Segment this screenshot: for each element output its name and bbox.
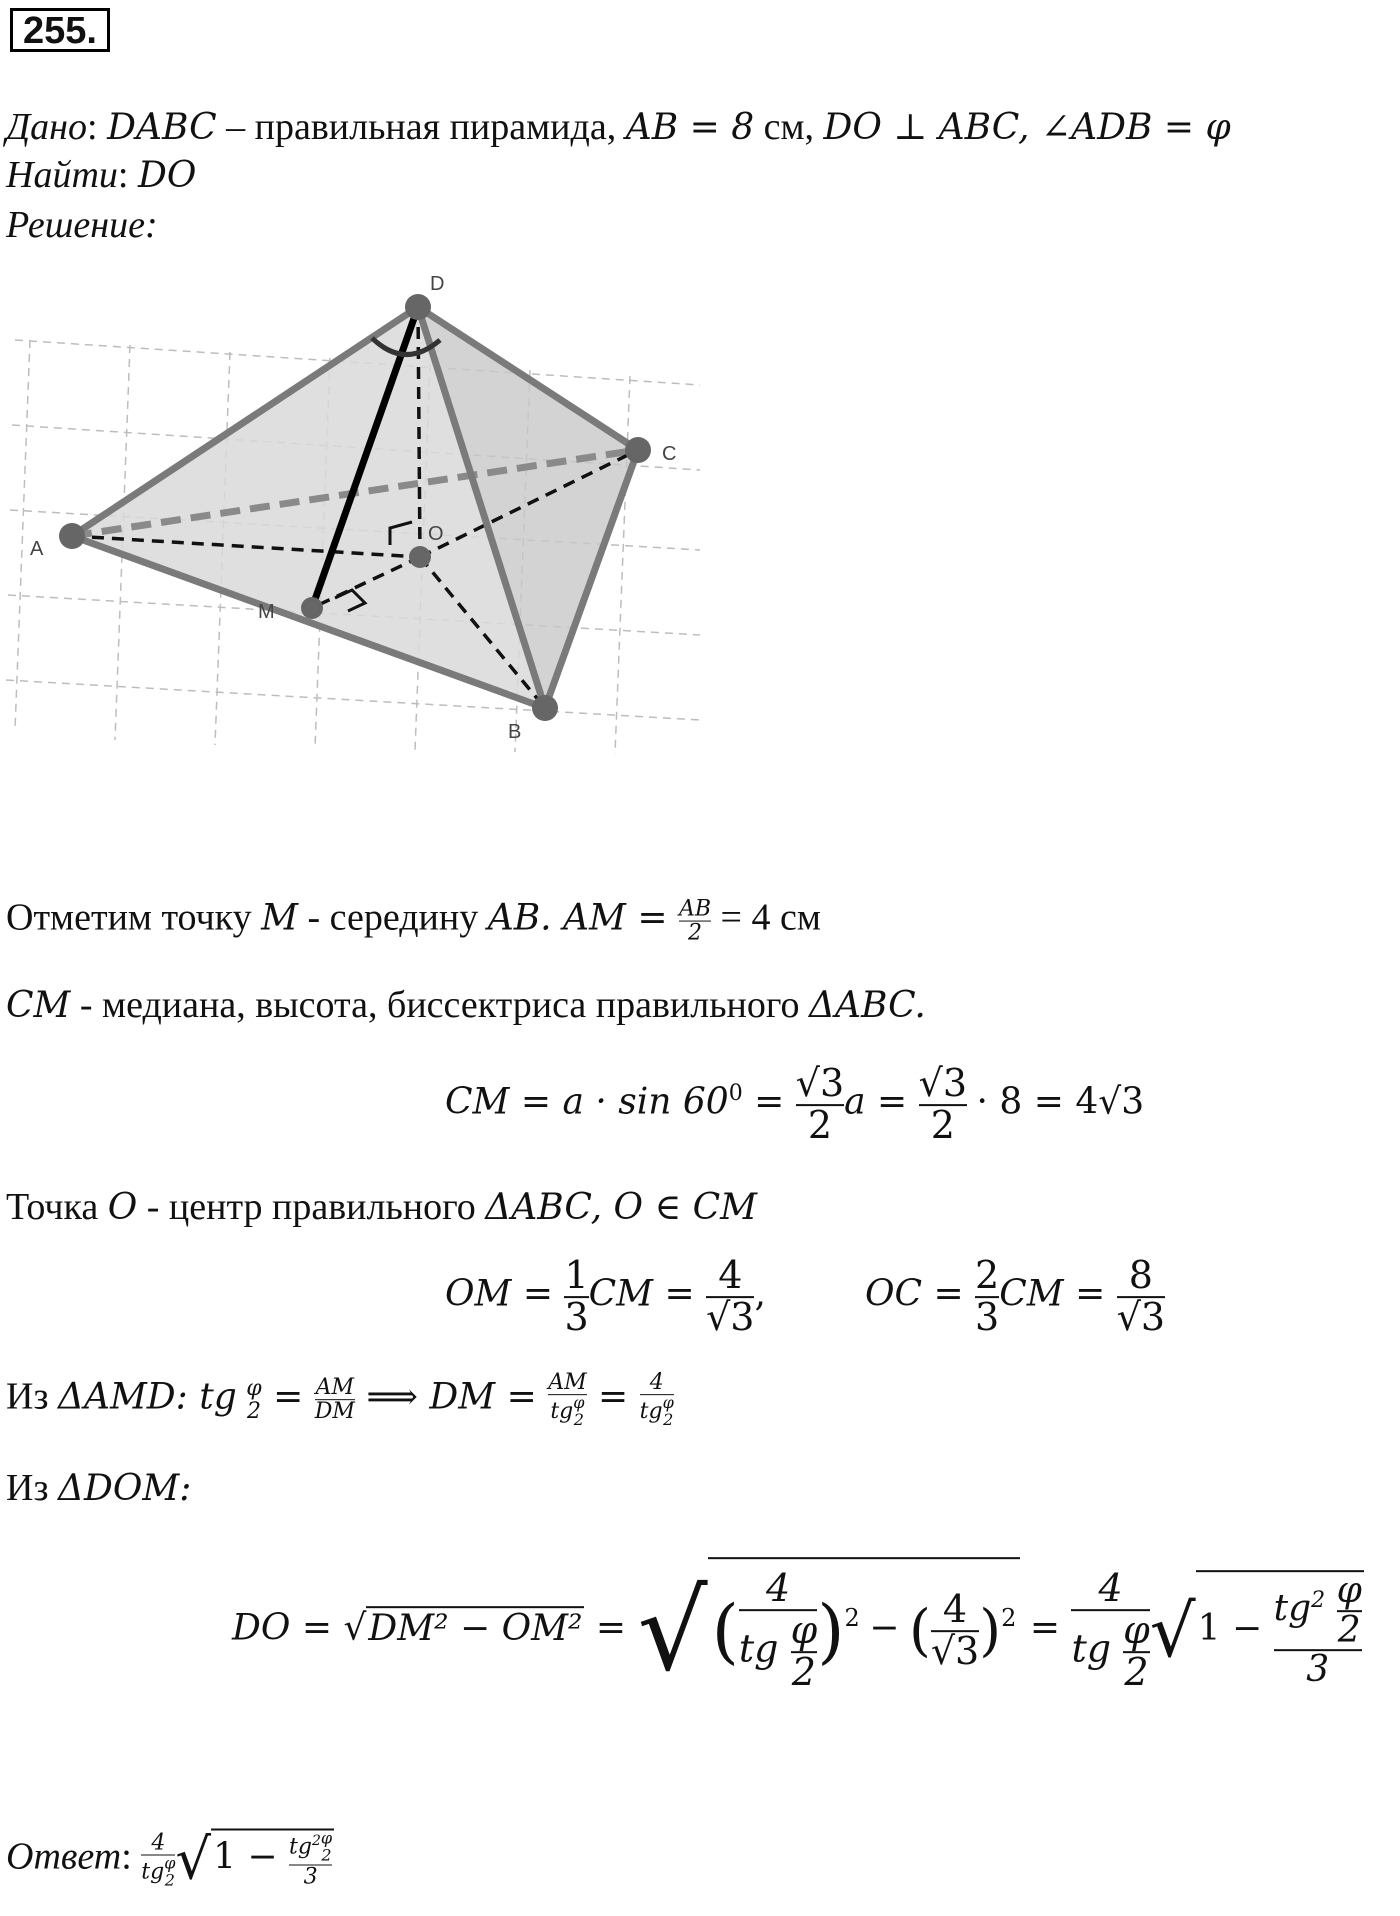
eq-do-sq2: 2 bbox=[1001, 1604, 1017, 1633]
eq-do-tg4: tg bbox=[1273, 1587, 1312, 1629]
step4-arrow: ⟹ DM = bbox=[354, 1376, 549, 1418]
eq-cm-sup: 0 bbox=[728, 1081, 743, 1107]
answer-inner-frac bbox=[289, 1828, 333, 1890]
step4-two: 2 bbox=[246, 1399, 261, 1424]
eq-do-sq4: 2 bbox=[1311, 1587, 1326, 1613]
step4-two2: 2 bbox=[573, 1410, 584, 1430]
label-c: C bbox=[662, 443, 677, 465]
eq-cm-frac1 bbox=[795, 1061, 845, 1147]
step4-four: 4 bbox=[649, 1370, 664, 1396]
step2-cm: CM bbox=[6, 985, 71, 1026]
step4-tri: ΔAMD: tg bbox=[57, 1376, 237, 1418]
step4-frac-four-tg bbox=[640, 1371, 674, 1429]
step1-text2: - середину bbox=[297, 896, 488, 939]
equation-om-oc bbox=[445, 1253, 1166, 1339]
answer-tg: tg bbox=[141, 1859, 165, 1885]
step4-eq: = bbox=[261, 1376, 315, 1418]
eq-do-four: 4 bbox=[765, 1566, 791, 1611]
eq-oc-d3: 3 bbox=[975, 1295, 1000, 1339]
eq-do-tg: tg bbox=[738, 1626, 779, 1671]
eq-do-one: 1 − bbox=[1197, 1607, 1263, 1649]
step1-fraction bbox=[679, 897, 711, 944]
given-line: Дано: DABC – правильная пирамида, AB = 8 см, DO ⊥ ABC, ∠ADB = φ bbox=[6, 106, 1231, 148]
eq-do-minus: − bbox=[869, 1607, 900, 1649]
step4-phi: φ bbox=[246, 1375, 262, 1401]
label-o: O bbox=[428, 523, 444, 545]
step4-tg-frac bbox=[573, 1395, 584, 1429]
eq-oc-cm2: CM = bbox=[999, 1273, 1117, 1315]
step4-tg2: tg bbox=[639, 1399, 663, 1425]
eq-do-sqrt3: √3 bbox=[930, 1629, 980, 1674]
given-text: – правильная пирамида, bbox=[216, 106, 626, 148]
eq-oc-n3: 2 bbox=[975, 1253, 1000, 1298]
eq-do-tg-frac bbox=[790, 1608, 818, 1694]
eq-cm-frac2 bbox=[918, 1061, 968, 1147]
step3-tri: ΔABC, O ∈ CM bbox=[485, 1187, 758, 1228]
given-label: Дано bbox=[6, 106, 88, 148]
eq-om-comma: , bbox=[754, 1273, 766, 1315]
eq-cm-lhs: CM = a · sin 60 bbox=[445, 1081, 729, 1123]
eq-do-big-radical: ( 4 tg $\frac{\varphi}{2}$ )$^2$ − ( $\frac{4}{√3}$ )$^2$ bbox=[708, 1557, 1021, 1703]
eq-om-d1: 3 bbox=[564, 1295, 589, 1339]
step4-text: Из bbox=[6, 1375, 58, 1418]
eq-do-two4: 2 bbox=[1337, 1609, 1361, 1651]
answer-tg2: tg bbox=[289, 1834, 312, 1860]
step5-text: Из bbox=[6, 1467, 58, 1509]
find-value: DO bbox=[137, 155, 197, 196]
step5-line bbox=[6, 1466, 191, 1510]
eq-oc-lhs: OC = bbox=[864, 1273, 976, 1315]
answer-line: Ответ: 4 tg φ 2 √1 − $tg^2$ φ 2 3 bbox=[6, 1827, 333, 1893]
answer-phi2: φ bbox=[320, 1828, 333, 1848]
eq-om-frac2 bbox=[706, 1253, 755, 1339]
eq-do-lhs: DO = bbox=[232, 1607, 344, 1649]
step4-tg2-frac bbox=[663, 1395, 674, 1429]
eq-cm-rest: · 8 = 4√3 bbox=[976, 1081, 1145, 1123]
solution-label-text: Решение bbox=[6, 204, 145, 246]
eq-do-phi3: φ bbox=[1123, 1608, 1150, 1653]
answer-one: 1 − bbox=[213, 1836, 278, 1878]
eq-do-sq: 2 bbox=[844, 1604, 860, 1633]
eq-om-lhs: OM = bbox=[445, 1273, 565, 1315]
answer-two2: 2 bbox=[321, 1845, 332, 1865]
step1-m: M bbox=[261, 897, 298, 939]
answer-frac bbox=[141, 1831, 175, 1889]
step3-line bbox=[6, 1185, 757, 1229]
eq-om-frac1 bbox=[564, 1253, 589, 1339]
label-b: B bbox=[508, 721, 522, 743]
step1-frac-num: AB bbox=[678, 896, 712, 922]
eq-cm-eq: = bbox=[742, 1081, 796, 1123]
solution-label: Решение: bbox=[6, 204, 158, 246]
step3-text2: - центр правильного bbox=[137, 1186, 486, 1228]
eq-do-four2: 4 bbox=[942, 1587, 968, 1632]
step4-line bbox=[6, 1371, 674, 1429]
step1-line bbox=[6, 896, 821, 945]
step4-phi3: φ bbox=[662, 1393, 674, 1413]
step4-phi2: φ bbox=[573, 1393, 585, 1413]
answer-sq: 2 bbox=[311, 1833, 321, 1850]
eq-do-phi4: φ bbox=[1336, 1570, 1362, 1612]
step2-text: - медиана, высота, биссектриса правильного bbox=[70, 984, 810, 1026]
step4-frac-phi bbox=[246, 1377, 261, 1423]
eq-do-frac-four-tg bbox=[738, 1566, 818, 1694]
eq-oc-d4: √3 bbox=[1116, 1295, 1166, 1339]
step3-text: Точка bbox=[6, 1186, 108, 1228]
equation-cm bbox=[445, 1061, 1145, 1147]
step1-am: . AM = bbox=[540, 897, 679, 939]
eq-do-tg4-frac bbox=[1337, 1572, 1362, 1650]
step1-text: Отметим точку bbox=[6, 896, 262, 939]
step1-frac-den: 2 bbox=[679, 920, 711, 944]
step1-result: = 4 см bbox=[711, 896, 821, 939]
given-pyramid: DABC bbox=[107, 107, 217, 148]
answer-phi: φ bbox=[164, 1853, 176, 1873]
answer-label: Ответ bbox=[6, 1835, 122, 1878]
label-d: D bbox=[430, 273, 445, 295]
problem-number: 255. bbox=[10, 8, 110, 52]
eq-cm-a: a = bbox=[844, 1081, 919, 1123]
eq-cm-num1: √3 bbox=[795, 1061, 845, 1106]
answer-four: 4 bbox=[151, 1830, 166, 1856]
eq-do-radical2 bbox=[1196, 1570, 1364, 1689]
step4-am2: AM bbox=[548, 1370, 587, 1396]
eq-do-tg3-frac bbox=[1123, 1608, 1150, 1694]
eq-oc-frac2 bbox=[1116, 1253, 1166, 1339]
equation-do: DO = √DM² − OM² = √( 4 tg $\frac{\varphi}{2}$ )$^2$ − ( $\frac{4}{√3}$ )$^2$ = 4 tg $\frac{\varphi}{2}$ √1 − $tg^2$ $\frac{\varphi}{2}$ 3 bbox=[232, 1557, 1364, 1703]
step2-tri: ΔABC. bbox=[809, 985, 926, 1026]
step4-eq2: = bbox=[586, 1376, 640, 1418]
find-label: Найти bbox=[6, 154, 118, 196]
step1-ab: AB bbox=[487, 897, 541, 939]
answer-radical bbox=[211, 1829, 334, 1889]
find-line: Найти: DO bbox=[6, 154, 197, 196]
eq-oc-n4: 8 bbox=[1128, 1253, 1153, 1298]
step4-am: AM bbox=[315, 1375, 355, 1401]
step4-tg: tg bbox=[550, 1399, 574, 1425]
label-a: A bbox=[30, 538, 44, 560]
step4-dm: DM bbox=[314, 1399, 355, 1425]
step5-tri: ΔDOM: bbox=[57, 1468, 192, 1509]
given-perp: DO ⊥ ABC, ∠ADB = φ bbox=[823, 107, 1231, 148]
step2-line bbox=[6, 983, 926, 1027]
answer-tg-frac bbox=[164, 1855, 175, 1889]
answer-tg2-frac bbox=[320, 1828, 333, 1865]
eq-cm-num2: √3 bbox=[918, 1061, 968, 1106]
eq-do-frac-four-sqrt3 bbox=[930, 1587, 980, 1674]
answer-three: 3 bbox=[289, 1864, 332, 1888]
step4-two3: 2 bbox=[663, 1410, 674, 1430]
eq-do-tg3: tg bbox=[1071, 1626, 1112, 1671]
step3-o: O bbox=[107, 1187, 138, 1228]
label-m: M bbox=[258, 601, 275, 623]
eq-do-three: 3 bbox=[1274, 1650, 1362, 1690]
eq-do-two: 2 bbox=[791, 1649, 816, 1694]
eq-do-eq1: = bbox=[584, 1607, 638, 1649]
eq-om-cm1: CM = bbox=[588, 1273, 707, 1315]
eq-om-d2: √3 bbox=[706, 1295, 755, 1339]
eq-do-two3: 2 bbox=[1124, 1649, 1149, 1694]
eq-om-n2: 4 bbox=[718, 1253, 743, 1298]
pyramid-figure bbox=[0, 260, 720, 760]
eq-do-rad1: DM² − OM² bbox=[368, 1607, 583, 1649]
given-ab: AB = 8 bbox=[625, 107, 755, 148]
eq-do-eq2: = bbox=[1029, 1607, 1072, 1649]
eq-om-n1: 1 bbox=[564, 1253, 589, 1298]
eq-do-frac-result bbox=[1071, 1566, 1150, 1694]
eq-do-four3: 4 bbox=[1098, 1566, 1123, 1611]
eq-do-frac-tg2-3 bbox=[1274, 1572, 1362, 1689]
step4-frac-am-tg bbox=[548, 1371, 586, 1429]
answer-two: 2 bbox=[164, 1870, 175, 1890]
eq-oc-frac1 bbox=[975, 1253, 1000, 1339]
eq-cm-den2: 2 bbox=[919, 1104, 967, 1146]
eq-cm-den1: 2 bbox=[796, 1104, 844, 1146]
eq-do-phi: φ bbox=[790, 1608, 818, 1653]
given-unit: см, bbox=[754, 106, 824, 148]
step4-frac-am-dm bbox=[315, 1376, 355, 1423]
